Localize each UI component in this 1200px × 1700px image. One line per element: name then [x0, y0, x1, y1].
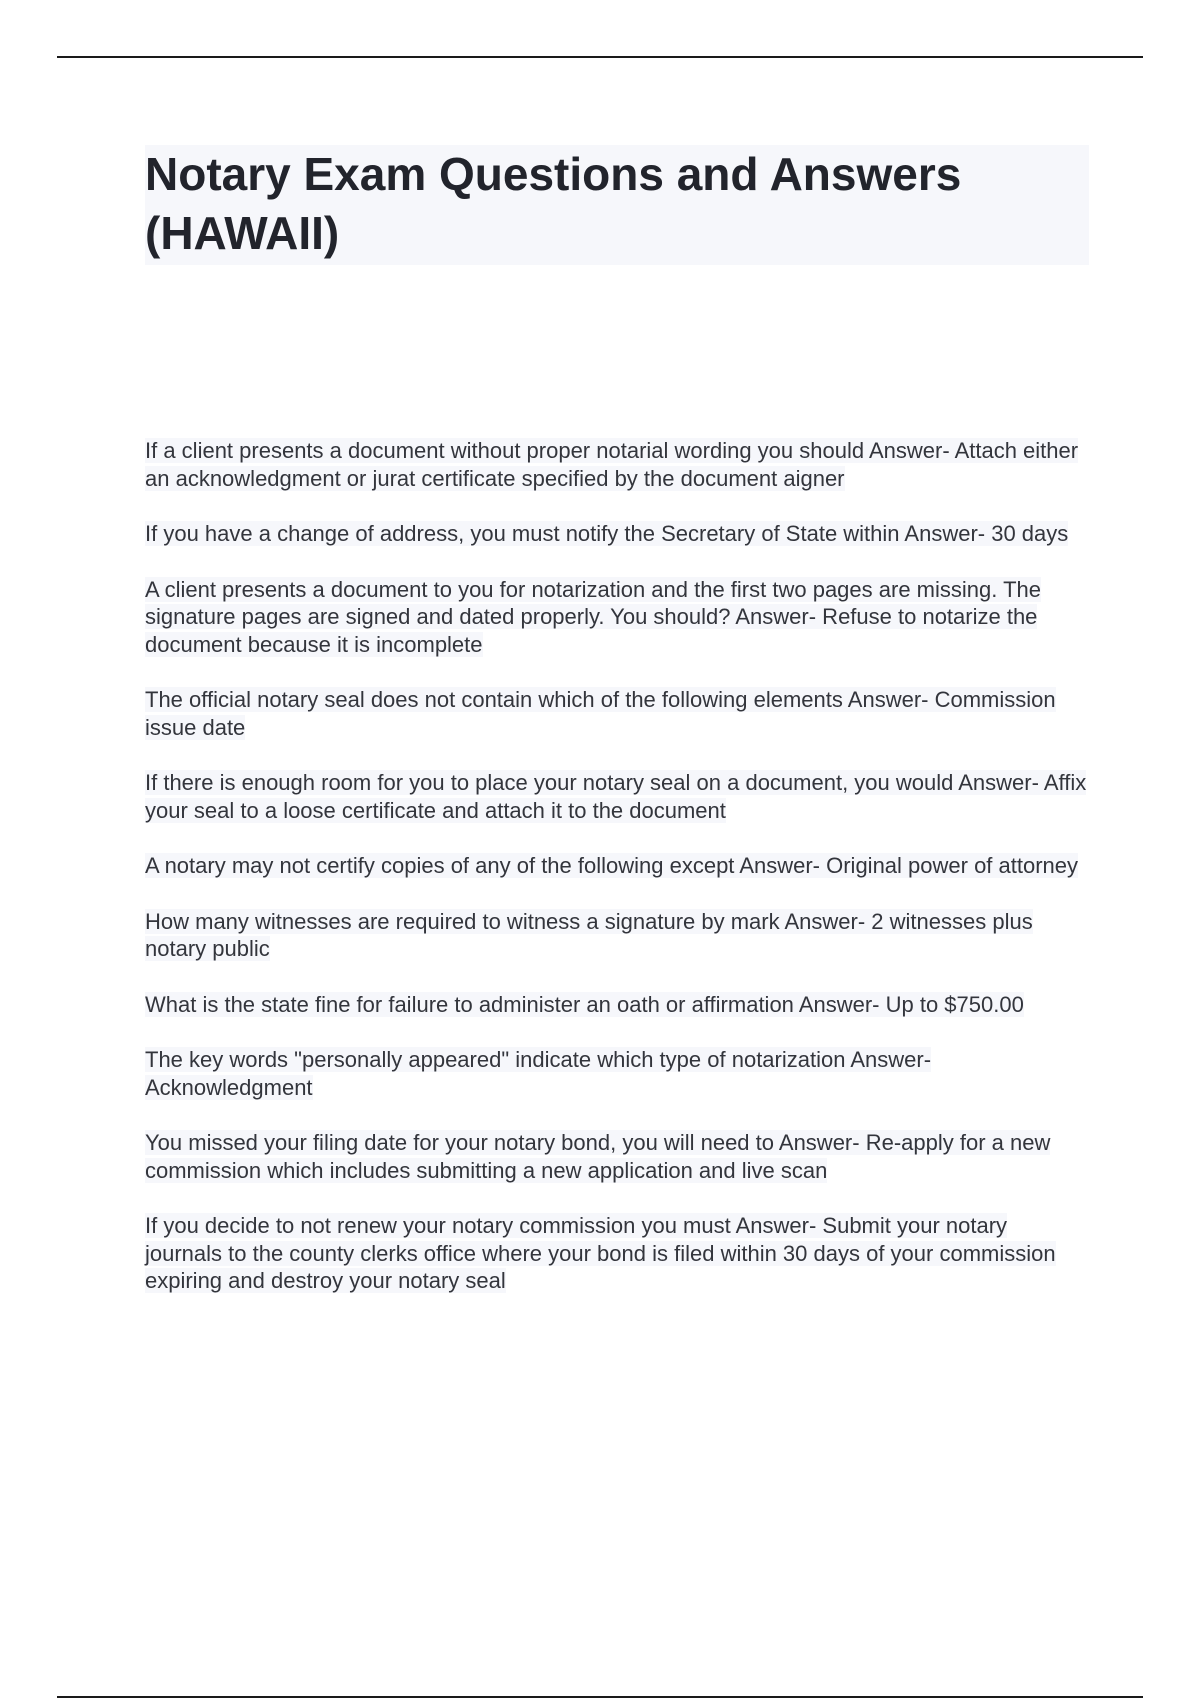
qa-item: How many witnesses are required to witness a signature by mark Answer- 2 witnesses plus notary public	[145, 908, 1033, 961]
qa-item: The key words "personally appeared" indicate which type of notarization Answer- Acknowledgment	[145, 1047, 932, 1100]
document-body	[145, 145, 1089, 1323]
qa-item: If a client presents a document without proper notarial wording you should Answer- Attach either an acknowledgment or jurat certificate specified by the document aigner	[145, 438, 1079, 491]
qa-item: If you have a change of address, you must notify the Secretary of State within Answer- 30 days	[145, 521, 1069, 546]
bottom-rule	[57, 1696, 1143, 1698]
qa-item: If there is enough room for you to place your notary seal on a document, you would Answer- Affix your seal to a loose certificate and attach it to the document	[145, 770, 1087, 823]
qa-item: A client presents a document to you for notarization and the first two pages are missing. The signature pages are signed and dated properly. You should? Answer- Refuse to notarize the document because it is incomplete	[145, 576, 1041, 657]
qa-item: A notary may not certify copies of any of the following except Answer- Original power of attorney	[145, 853, 1079, 878]
qa-list	[145, 437, 1089, 1295]
document-title: Notary Exam Questions and Answers (HAWAII)	[145, 145, 1089, 265]
qa-item: You missed your filing date for your notary bond, you will need to Answer- Re-apply for a new commission which includes submitting a new application and live scan	[145, 1130, 1051, 1183]
qa-item: The official notary seal does not contain which of the following elements Answer- Commission issue date	[145, 687, 1056, 740]
top-rule	[57, 56, 1143, 58]
qa-item: What is the state fine for failure to administer an oath or affirmation Answer- Up to $750.00	[145, 991, 1024, 1017]
qa-item: If you decide to not renew your notary commission you must Answer- Submit your notary journals to the county clerks office where your bond is filed within 30 days of your commission expiring and destroy your notary seal	[145, 1213, 1056, 1293]
